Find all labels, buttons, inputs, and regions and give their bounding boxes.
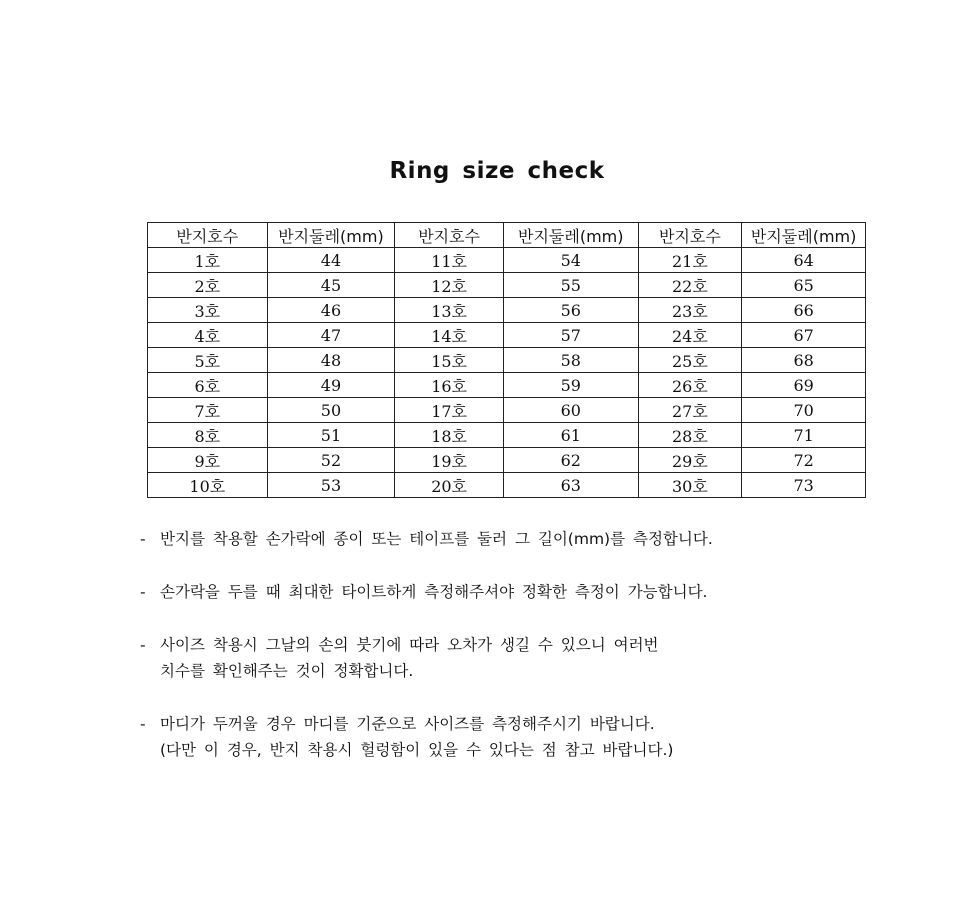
circumference-cell: 70 <box>742 398 866 423</box>
ring-number-cell: 28호 <box>638 423 742 448</box>
ring-number-cell: 3호 <box>148 298 268 323</box>
circumference-cell: 71 <box>742 423 866 448</box>
circumference-cell: 53 <box>267 473 395 498</box>
ring-number-cell: 18호 <box>395 423 504 448</box>
circumference-cell: 68 <box>742 348 866 373</box>
circumference-cell: 60 <box>503 398 638 423</box>
circumference-cell: 50 <box>267 398 395 423</box>
circumference-cell: 63 <box>503 473 638 498</box>
ring-number-cell: 12호 <box>395 273 504 298</box>
column-header-circumference: 반지둘레(mm) <box>267 223 395 248</box>
circumference-cell: 59 <box>503 373 638 398</box>
circumference-cell: 49 <box>267 373 395 398</box>
table-row <box>148 423 866 448</box>
ring-number-cell: 27호 <box>638 398 742 423</box>
ring-number-cell: 24호 <box>638 323 742 348</box>
ring-size-table <box>147 222 866 498</box>
ring-number-cell: 19호 <box>395 448 504 473</box>
ring-number-cell: 5호 <box>148 348 268 373</box>
ring-number-cell: 10호 <box>148 473 268 498</box>
circumference-cell: 62 <box>503 448 638 473</box>
circumference-cell: 44 <box>267 248 395 273</box>
circumference-cell: 73 <box>742 473 866 498</box>
column-header-ring-number: 반지호수 <box>638 223 742 248</box>
circumference-cell: 51 <box>267 423 395 448</box>
circumference-cell: 48 <box>267 348 395 373</box>
ring-number-cell: 21호 <box>638 248 742 273</box>
ring-number-cell: 15호 <box>395 348 504 373</box>
instruction-item <box>140 711 940 763</box>
circumference-cell: 52 <box>267 448 395 473</box>
circumference-cell: 46 <box>267 298 395 323</box>
circumference-cell: 66 <box>742 298 866 323</box>
table-body <box>148 248 866 498</box>
table-row <box>148 323 866 348</box>
column-header-ring-number: 반지호수 <box>148 223 268 248</box>
bullet-dash: - <box>140 530 146 548</box>
circumference-cell: 72 <box>742 448 866 473</box>
ring-number-cell: 4호 <box>148 323 268 348</box>
ring-number-cell: 26호 <box>638 373 742 398</box>
circumference-cell: 54 <box>503 248 638 273</box>
column-header-circumference: 반지둘레(mm) <box>742 223 866 248</box>
circumference-cell: 56 <box>503 298 638 323</box>
table-row <box>148 273 866 298</box>
ring-number-cell: 1호 <box>148 248 268 273</box>
table-row <box>148 473 866 498</box>
table-row <box>148 298 866 323</box>
circumference-cell: 47 <box>267 323 395 348</box>
instruction-line: 반지를 착용할 손가락에 종이 또는 테이프를 둘러 그 길이(mm)를 측정합니다. <box>160 530 713 548</box>
circumference-cell: 61 <box>503 423 638 448</box>
table-row <box>148 448 866 473</box>
bullet-dash: - <box>140 636 146 654</box>
instruction-line: 손가락을 두를 때 최대한 타이트하게 측정해주셔야 정확한 측정이 가능합니다. <box>160 583 708 601</box>
circumference-cell: 55 <box>503 273 638 298</box>
bullet-dash: - <box>140 583 146 601</box>
ring-number-cell: 7호 <box>148 398 268 423</box>
circumference-cell: 64 <box>742 248 866 273</box>
ring-number-cell: 29호 <box>638 448 742 473</box>
instructions-list <box>140 526 940 790</box>
instruction-text <box>160 711 673 763</box>
instruction-item <box>140 579 940 605</box>
table-row <box>148 398 866 423</box>
instruction-line: 치수를 확인해주는 것이 정확합니다. <box>160 662 414 680</box>
column-header-circumference: 반지둘레(mm) <box>503 223 638 248</box>
ring-number-cell: 6호 <box>148 373 268 398</box>
circumference-cell: 69 <box>742 373 866 398</box>
instruction-line: 사이즈 착용시 그날의 손의 붓기에 따라 오차가 생길 수 있으니 여러번 <box>160 636 659 654</box>
circumference-cell: 58 <box>503 348 638 373</box>
ring-number-cell: 25호 <box>638 348 742 373</box>
ring-number-cell: 8호 <box>148 423 268 448</box>
ring-number-cell: 11호 <box>395 248 504 273</box>
circumference-cell: 67 <box>742 323 866 348</box>
ring-number-cell: 20호 <box>395 473 504 498</box>
instruction-item <box>140 632 940 684</box>
column-header-ring-number: 반지호수 <box>395 223 504 248</box>
ring-number-cell: 2호 <box>148 273 268 298</box>
page-title: Ring size check <box>389 158 605 184</box>
ring-number-cell: 23호 <box>638 298 742 323</box>
instruction-line: (다만 이 경우, 반지 착용시 헐렁함이 있을 수 있다는 점 참고 바랍니다.) <box>160 741 674 759</box>
instruction-text <box>160 579 707 605</box>
instruction-item <box>140 526 940 552</box>
instruction-text <box>160 632 659 684</box>
table-row <box>148 348 866 373</box>
table-row <box>148 373 866 398</box>
ring-number-cell: 16호 <box>395 373 504 398</box>
ring-number-cell: 17호 <box>395 398 504 423</box>
circumference-cell: 45 <box>267 273 395 298</box>
circumference-cell: 57 <box>503 323 638 348</box>
ring-number-cell: 14호 <box>395 323 504 348</box>
ring-number-cell: 13호 <box>395 298 504 323</box>
bullet-dash: - <box>140 715 146 733</box>
table-row <box>148 248 866 273</box>
instruction-text <box>160 526 713 552</box>
circumference-cell: 65 <box>742 273 866 298</box>
ring-number-cell: 9호 <box>148 448 268 473</box>
ring-number-cell: 30호 <box>638 473 742 498</box>
instruction-line: 마디가 두꺼울 경우 마디를 기준으로 사이즈를 측정해주시기 바랍니다. <box>160 715 655 733</box>
table-header-row <box>148 223 866 248</box>
ring-number-cell: 22호 <box>638 273 742 298</box>
